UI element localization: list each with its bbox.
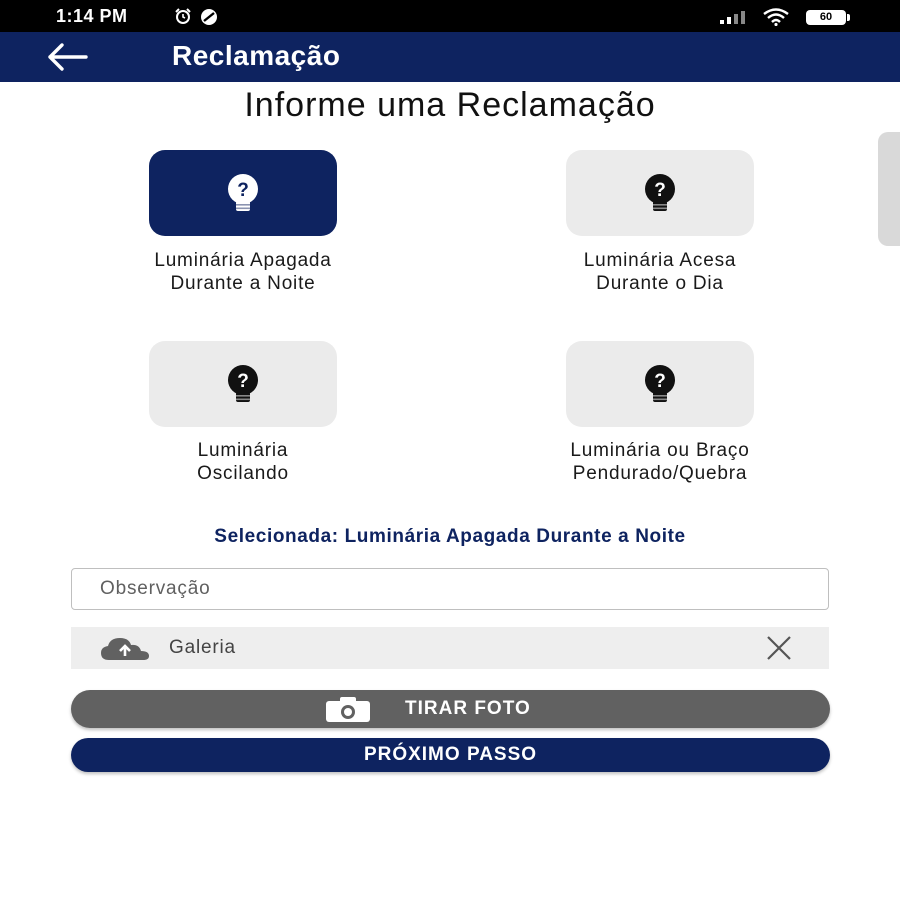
lightbulb-question-icon: [640, 172, 680, 216]
signal-icon: [720, 10, 748, 24]
camera-icon: [325, 697, 371, 723]
next-step-button[interactable]: PRÓXIMO PASSO: [71, 738, 830, 772]
lightbulb-question-icon: [223, 363, 263, 407]
svg-text:?: ?: [654, 371, 666, 392]
take-photo-label: TIRAR FOTO: [405, 698, 531, 719]
status-bar: [0, 0, 900, 32]
svg-text:?: ?: [654, 180, 666, 201]
option-label-line: Luminária Acesa: [583, 250, 737, 271]
alarm-icon: [174, 8, 192, 24]
cloud-upload-icon: [99, 637, 155, 661]
svg-text:?: ?: [237, 371, 249, 392]
lightbulb-question-icon: [223, 172, 263, 216]
option-card-luminaria-apagada[interactable]: [149, 150, 337, 236]
option-label-line: Luminária: [197, 440, 289, 461]
gallery-field[interactable]: [71, 627, 829, 669]
option-label-line: Pendurado/Quebra: [572, 463, 748, 484]
option-label-line: Durante o Dia: [596, 273, 724, 294]
svg-text:?: ?: [237, 180, 249, 201]
selected-option-text: Selecionada: Luminária Apagada Durante a Noite: [214, 526, 686, 547]
app-bar-title: Reclamação: [172, 40, 341, 71]
scrollbar-thumb[interactable]: [878, 132, 900, 246]
observation-input[interactable]: [71, 568, 829, 610]
status-time: 1:14 PM: [56, 6, 128, 26]
battery-tip: [847, 14, 850, 21]
wifi-icon: [762, 8, 790, 26]
option-label-line: Luminária ou Braço: [570, 440, 750, 461]
option-label: [490, 439, 830, 485]
arrow-left-icon[interactable]: [42, 40, 92, 74]
option-card-luminaria-acesa[interactable]: [566, 150, 754, 236]
take-photo-button[interactable]: [71, 690, 830, 728]
option-label-line: Durante a Noite: [170, 273, 316, 294]
gallery-label: Galeria: [169, 637, 236, 658]
close-icon[interactable]: [765, 635, 793, 661]
option-label-line: Oscilando: [197, 463, 289, 484]
option-label: [73, 439, 413, 485]
lightbulb-question-icon: [640, 363, 680, 407]
option-label: [73, 249, 413, 295]
option-card-luminaria-braco[interactable]: [566, 341, 754, 427]
option-card-luminaria-oscilando[interactable]: [149, 341, 337, 427]
battery-level: 60: [819, 11, 833, 23]
option-label: [490, 249, 830, 295]
page-title: Informe uma Reclamação: [244, 86, 656, 124]
option-label-line: Luminária Apagada: [154, 250, 332, 271]
battery-icon: [806, 10, 846, 25]
app-bar: [0, 32, 900, 82]
no-disturb-icon: [200, 8, 218, 26]
